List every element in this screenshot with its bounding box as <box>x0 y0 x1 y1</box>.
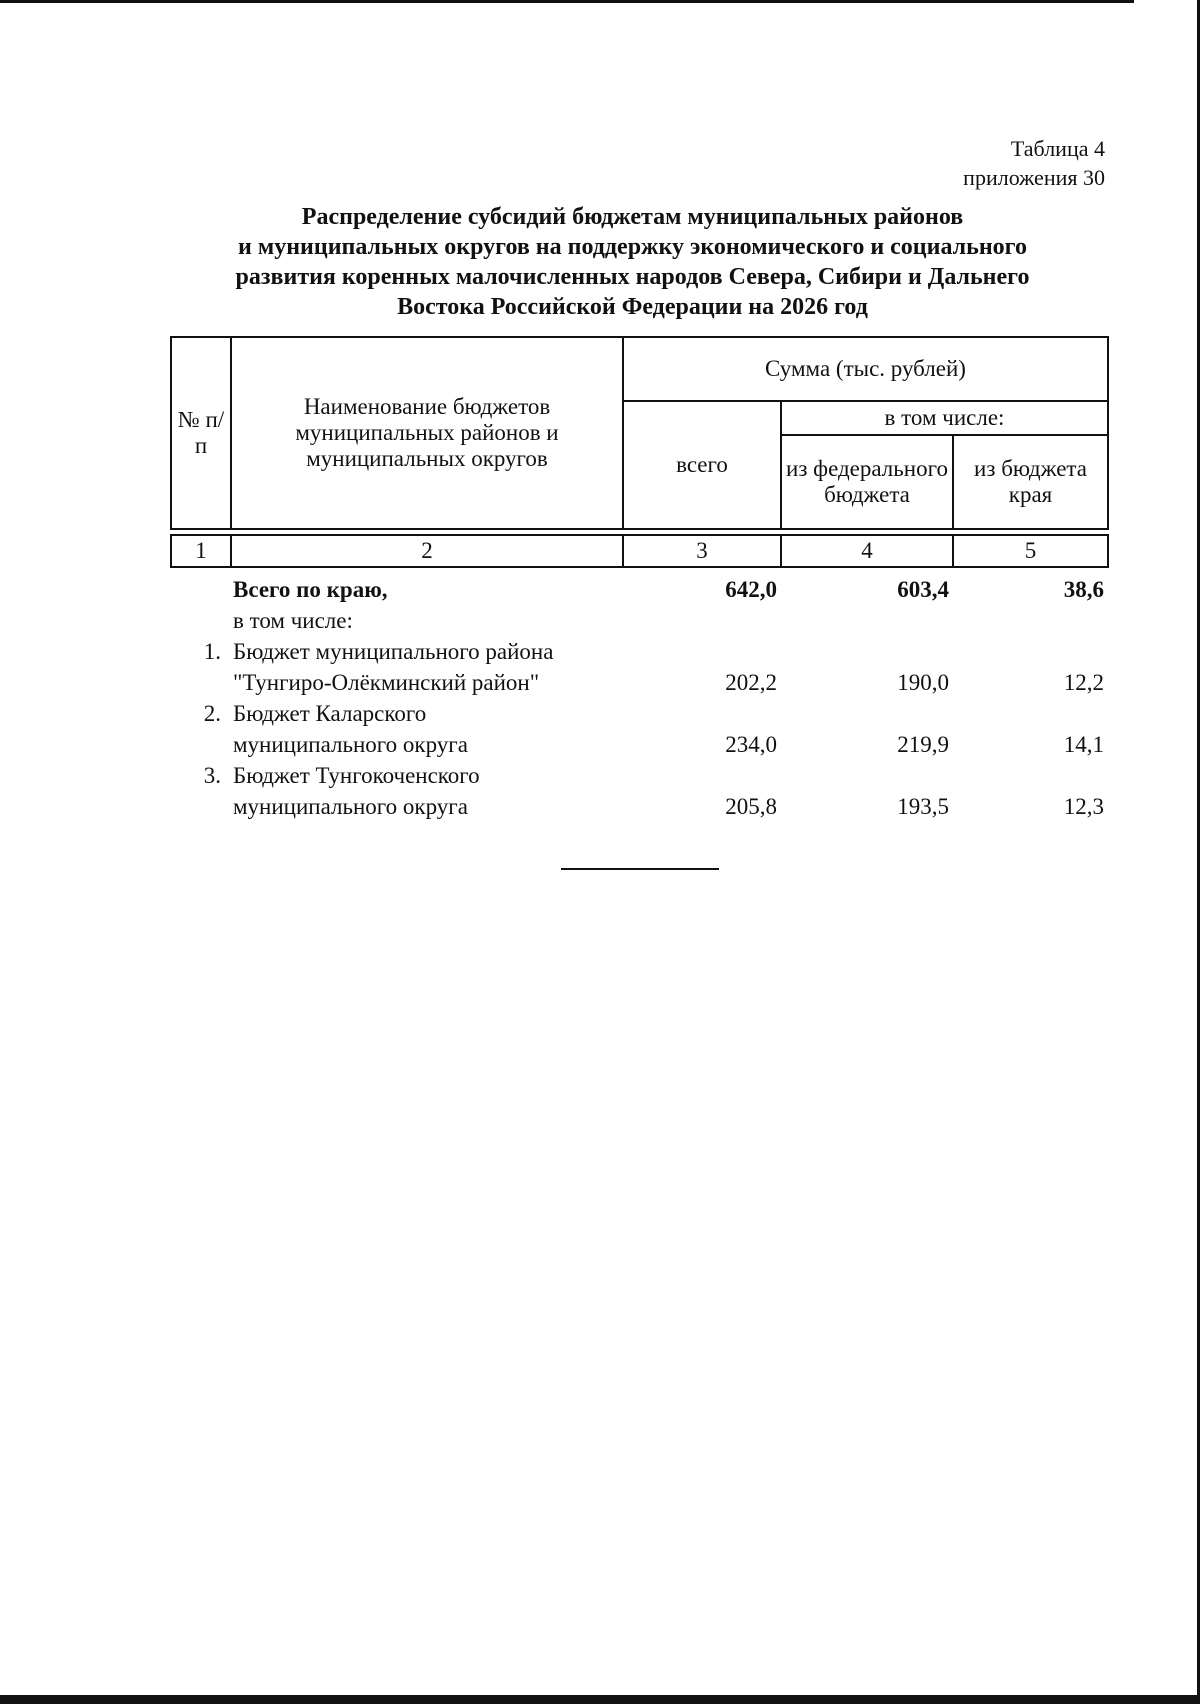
row-federal: 190,0 <box>897 670 949 695</box>
row-total: 205,8 <box>725 794 777 819</box>
header-total: всего <box>623 401 781 529</box>
table-row <box>171 698 1108 729</box>
total-label: Всего по краю, <box>233 577 388 602</box>
table-row-total <box>171 567 1108 605</box>
row-name-line-2: "Тунгиро-Олёкминский район" <box>233 670 540 695</box>
scan-border-top <box>0 0 1134 3</box>
row-regional: 12,2 <box>1063 670 1104 695</box>
row-index: 2. <box>203 701 221 726</box>
header-budget-name: Наименование бюджетов муниципальных районов и муниципальных округов <box>231 337 623 529</box>
title-line-1: Распределение субсидий бюджетам муниципальных районов <box>301 204 964 230</box>
table-row-subheading <box>171 605 1108 636</box>
row-index: 1. <box>203 639 221 664</box>
row-name-line-2: муниципального округа <box>233 732 468 757</box>
row-name-line-1: Бюджет муниципального района <box>233 639 554 664</box>
row-index: 3. <box>203 763 221 788</box>
table-row <box>171 760 1108 791</box>
table-row <box>171 729 1108 760</box>
column-number-2: 2 <box>231 535 623 567</box>
row-name-line-1: Бюджет Тунгокоченского <box>233 763 480 788</box>
header-sum: Сумма (тыс. рублей) <box>623 337 1108 401</box>
total-federal: 603,4 <box>897 577 949 602</box>
title-line-4: Востока Российской Федерации на 2026 год <box>397 294 868 320</box>
table-row <box>171 791 1108 822</box>
column-number-3: 3 <box>623 535 781 567</box>
column-number-5: 5 <box>953 535 1108 567</box>
table-row <box>171 636 1108 667</box>
total-regional: 38,6 <box>1063 577 1104 602</box>
subsidy-table <box>170 336 1109 822</box>
column-number-1: 1 <box>171 535 231 567</box>
scan-border-bottom <box>0 1695 1200 1704</box>
end-of-table-rule <box>561 868 719 870</box>
title-line-2: и муниципальных округов на поддержку экономического и социального <box>238 234 1027 260</box>
title-line-3: развития коренных малочисленных народов Севера, Сибири и Дальнего <box>235 264 1030 290</box>
table-caption <box>963 134 1105 192</box>
header-number: № п/п <box>171 337 231 529</box>
caption-appendix: приложения 30 <box>963 165 1105 190</box>
row-name-line-2: муниципального округа <box>233 794 468 819</box>
row-regional: 14,1 <box>1063 732 1104 757</box>
total-sum: 642,0 <box>725 577 777 602</box>
row-name-line-1: Бюджет Каларского <box>233 701 427 726</box>
column-number-4: 4 <box>781 535 953 567</box>
document-title <box>160 202 1105 322</box>
header-regional: из бюджета края <box>953 435 1108 529</box>
header-federal: из федерального бюджета <box>781 435 953 529</box>
row-regional: 12,3 <box>1063 794 1104 819</box>
row-total: 234,0 <box>725 732 777 757</box>
row-federal: 193,5 <box>897 794 949 819</box>
subheading-label: в том числе: <box>233 608 353 633</box>
header-including: в том числе: <box>781 401 1108 435</box>
caption-table-number: Таблица 4 <box>1010 136 1105 161</box>
row-federal: 219,9 <box>897 732 949 757</box>
row-total: 202,2 <box>725 670 777 695</box>
table-row <box>171 667 1108 698</box>
